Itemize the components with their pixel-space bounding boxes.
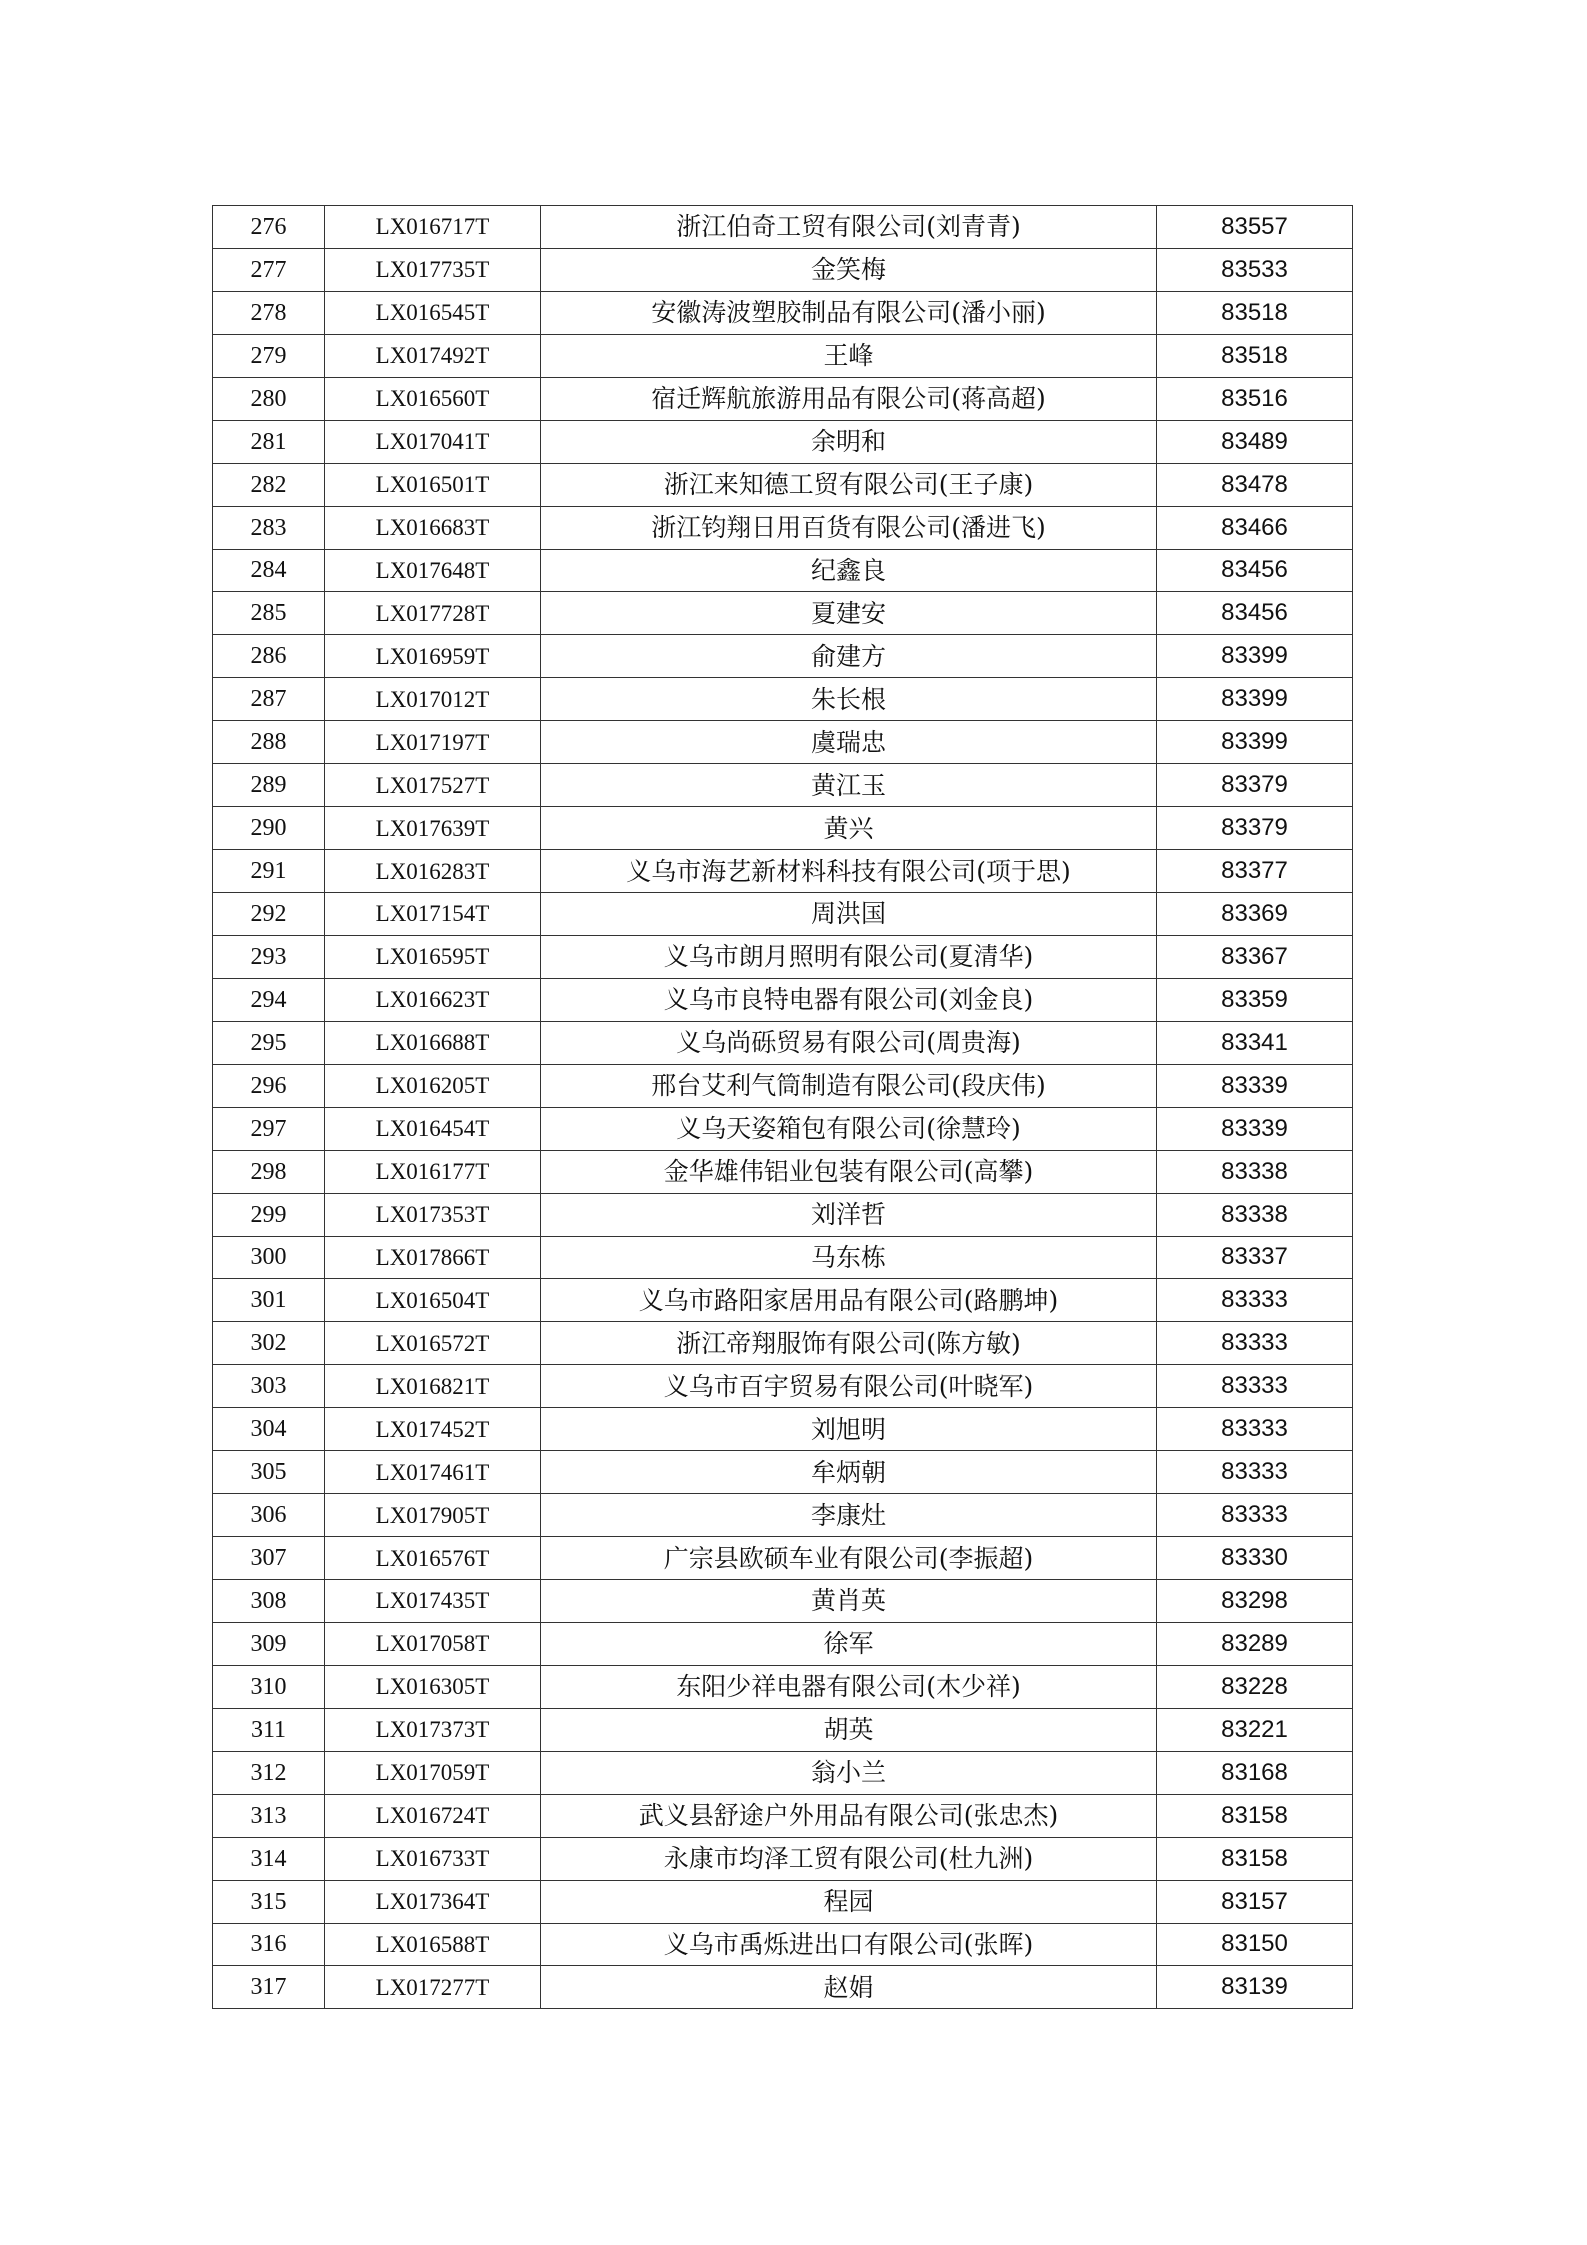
table-row: [213, 1451, 1353, 1494]
score-value: 83339: [1157, 1064, 1353, 1107]
participant-name: 义乌尚砾贸易有限公司(周贵海): [541, 1021, 1157, 1064]
row-number: 298: [213, 1150, 325, 1193]
registration-code: LX016588T: [325, 1923, 541, 1966]
participant-name: 义乌市良特电器有限公司(刘金良): [541, 978, 1157, 1021]
registration-code: LX016623T: [325, 978, 541, 1021]
registration-code: LX017461T: [325, 1451, 541, 1494]
row-number: 276: [213, 206, 325, 249]
score-value: 83456: [1157, 549, 1353, 592]
participant-name: 朱长根: [541, 678, 1157, 721]
registration-code: LX017058T: [325, 1622, 541, 1665]
table-row: [213, 1622, 1353, 1665]
score-value: 83516: [1157, 377, 1353, 420]
participant-name: 义乌市百宇贸易有限公司(叶晓军): [541, 1365, 1157, 1408]
registration-code: LX016595T: [325, 935, 541, 978]
registration-code: LX016504T: [325, 1279, 541, 1322]
participant-name: 浙江伯奇工贸有限公司(刘青青): [541, 206, 1157, 249]
score-value: 83533: [1157, 248, 1353, 291]
registration-code: LX016576T: [325, 1537, 541, 1580]
row-number: 306: [213, 1494, 325, 1537]
registration-code: LX017452T: [325, 1408, 541, 1451]
registration-code: LX017735T: [325, 248, 541, 291]
registration-code: LX016821T: [325, 1365, 541, 1408]
registration-code: LX016560T: [325, 377, 541, 420]
participant-name: 马东栋: [541, 1236, 1157, 1279]
score-value: 83150: [1157, 1923, 1353, 1966]
row-number: 309: [213, 1622, 325, 1665]
score-value: 83298: [1157, 1580, 1353, 1623]
table-row: [213, 1193, 1353, 1236]
row-number: 288: [213, 721, 325, 764]
participant-name: 浙江钧翔日用百货有限公司(潘进飞): [541, 506, 1157, 549]
row-number: 312: [213, 1751, 325, 1794]
registration-code: LX016454T: [325, 1107, 541, 1150]
score-value: 83228: [1157, 1665, 1353, 1708]
table-row: [213, 1837, 1353, 1880]
row-number: 283: [213, 506, 325, 549]
participant-name: 宿迁辉航旅游用品有限公司(蒋高超): [541, 377, 1157, 420]
table-row: [213, 463, 1353, 506]
participant-name: 刘洋哲: [541, 1193, 1157, 1236]
registration-code: LX016177T: [325, 1150, 541, 1193]
row-number: 317: [213, 1966, 325, 2009]
ranking-table: [212, 205, 1353, 2009]
participant-name: 金华雄伟铝业包装有限公司(高攀): [541, 1150, 1157, 1193]
row-number: 290: [213, 807, 325, 850]
row-number: 287: [213, 678, 325, 721]
score-value: 83221: [1157, 1708, 1353, 1751]
registration-code: LX017648T: [325, 549, 541, 592]
row-number: 315: [213, 1880, 325, 1923]
participant-name: 王峰: [541, 334, 1157, 377]
registration-code: LX017277T: [325, 1966, 541, 2009]
table-row: [213, 334, 1353, 377]
row-number: 282: [213, 463, 325, 506]
score-value: 83339: [1157, 1107, 1353, 1150]
participant-name: 武义县舒途户外用品有限公司(张忠杰): [541, 1794, 1157, 1837]
table-row: [213, 764, 1353, 807]
row-number: 281: [213, 420, 325, 463]
score-value: 83333: [1157, 1365, 1353, 1408]
score-value: 83359: [1157, 978, 1353, 1021]
registration-code: LX017197T: [325, 721, 541, 764]
row-number: 316: [213, 1923, 325, 1966]
table-row: [213, 420, 1353, 463]
table-row: [213, 721, 1353, 764]
table-row: [213, 1236, 1353, 1279]
participant-name: 义乌市禹烁进出口有限公司(张晖): [541, 1923, 1157, 1966]
table-row: [213, 592, 1353, 635]
table-body: [213, 206, 1353, 2009]
row-number: 291: [213, 850, 325, 893]
registration-code: LX016959T: [325, 635, 541, 678]
score-value: 83289: [1157, 1622, 1353, 1665]
registration-code: LX016683T: [325, 506, 541, 549]
score-value: 83139: [1157, 1966, 1353, 2009]
score-value: 83333: [1157, 1451, 1353, 1494]
table-row: [213, 206, 1353, 249]
registration-code: LX017012T: [325, 678, 541, 721]
score-value: 83478: [1157, 463, 1353, 506]
score-value: 83338: [1157, 1150, 1353, 1193]
table-row: [213, 1150, 1353, 1193]
row-number: 289: [213, 764, 325, 807]
score-value: 83518: [1157, 334, 1353, 377]
registration-code: LX017728T: [325, 592, 541, 635]
score-value: 83399: [1157, 721, 1353, 764]
registration-code: LX016305T: [325, 1665, 541, 1708]
table-row: [213, 1064, 1353, 1107]
score-value: 83333: [1157, 1494, 1353, 1537]
registration-code: LX017373T: [325, 1708, 541, 1751]
registration-code: LX017154T: [325, 893, 541, 936]
table-row: [213, 1966, 1353, 2009]
participant-name: 广宗县欧硕车业有限公司(李振超): [541, 1537, 1157, 1580]
registration-code: LX017527T: [325, 764, 541, 807]
table-row: [213, 549, 1353, 592]
participant-name: 程园: [541, 1880, 1157, 1923]
score-value: 83369: [1157, 893, 1353, 936]
participant-name: 赵娟: [541, 1966, 1157, 2009]
row-number: 313: [213, 1794, 325, 1837]
registration-code: LX017905T: [325, 1494, 541, 1537]
row-number: 303: [213, 1365, 325, 1408]
score-value: 83456: [1157, 592, 1353, 635]
table-row: [213, 978, 1353, 1021]
participant-name: 安徽涛波塑胶制品有限公司(潘小丽): [541, 291, 1157, 334]
table-row: [213, 1580, 1353, 1623]
row-number: 302: [213, 1322, 325, 1365]
registration-code: LX016545T: [325, 291, 541, 334]
registration-code: LX016205T: [325, 1064, 541, 1107]
participant-name: 李康灶: [541, 1494, 1157, 1537]
participant-name: 金笑梅: [541, 248, 1157, 291]
row-number: 296: [213, 1064, 325, 1107]
participant-name: 黄兴: [541, 807, 1157, 850]
table-row: [213, 1665, 1353, 1708]
registration-code: LX017041T: [325, 420, 541, 463]
score-value: 83379: [1157, 764, 1353, 807]
score-value: 83399: [1157, 678, 1353, 721]
row-number: 304: [213, 1408, 325, 1451]
participant-name: 夏建安: [541, 592, 1157, 635]
score-value: 83379: [1157, 807, 1353, 850]
row-number: 278: [213, 291, 325, 334]
registration-code: LX017492T: [325, 334, 541, 377]
participant-name: 俞建方: [541, 635, 1157, 678]
row-number: 297: [213, 1107, 325, 1150]
participant-name: 义乌天姿箱包有限公司(徐慧玲): [541, 1107, 1157, 1150]
table-row: [213, 1365, 1353, 1408]
table-row: [213, 1494, 1353, 1537]
participant-name: 东阳少祥电器有限公司(木少祥): [541, 1665, 1157, 1708]
score-value: 83377: [1157, 850, 1353, 893]
score-value: 83157: [1157, 1880, 1353, 1923]
score-value: 83399: [1157, 635, 1353, 678]
row-number: 295: [213, 1021, 325, 1064]
row-number: 311: [213, 1708, 325, 1751]
participant-name: 纪鑫良: [541, 549, 1157, 592]
score-value: 83466: [1157, 506, 1353, 549]
table-row: [213, 893, 1353, 936]
table-row: [213, 1107, 1353, 1150]
registration-code: LX016717T: [325, 206, 541, 249]
score-value: 83338: [1157, 1193, 1353, 1236]
row-number: 310: [213, 1665, 325, 1708]
registration-code: LX016724T: [325, 1794, 541, 1837]
score-value: 83518: [1157, 291, 1353, 334]
table-row: [213, 1923, 1353, 1966]
row-number: 277: [213, 248, 325, 291]
table-row: [213, 635, 1353, 678]
table-row: [213, 850, 1353, 893]
score-value: 83168: [1157, 1751, 1353, 1794]
registration-code: LX016501T: [325, 463, 541, 506]
table-row: [213, 1021, 1353, 1064]
row-number: 292: [213, 893, 325, 936]
row-number: 314: [213, 1837, 325, 1880]
row-number: 293: [213, 935, 325, 978]
table-row: [213, 377, 1353, 420]
row-number: 279: [213, 334, 325, 377]
row-number: 307: [213, 1537, 325, 1580]
score-value: 83337: [1157, 1236, 1353, 1279]
participant-name: 刘旭明: [541, 1408, 1157, 1451]
row-number: 301: [213, 1279, 325, 1322]
row-number: 285: [213, 592, 325, 635]
registration-code: LX016733T: [325, 1837, 541, 1880]
participant-name: 黄肖英: [541, 1580, 1157, 1623]
participant-name: 牟炳朝: [541, 1451, 1157, 1494]
participant-name: 周洪国: [541, 893, 1157, 936]
table-row: [213, 291, 1353, 334]
row-number: 286: [213, 635, 325, 678]
table-row: [213, 1322, 1353, 1365]
table-row: [213, 807, 1353, 850]
row-number: 308: [213, 1580, 325, 1623]
participant-name: 徐军: [541, 1622, 1157, 1665]
table-row: [213, 1408, 1353, 1451]
row-number: 299: [213, 1193, 325, 1236]
score-value: 83557: [1157, 206, 1353, 249]
participant-name: 浙江帝翔服饰有限公司(陈方敏): [541, 1322, 1157, 1365]
row-number: 300: [213, 1236, 325, 1279]
row-number: 280: [213, 377, 325, 420]
participant-name: 永康市均泽工贸有限公司(杜九洲): [541, 1837, 1157, 1880]
score-value: 83158: [1157, 1794, 1353, 1837]
registration-code: LX017364T: [325, 1880, 541, 1923]
score-value: 83333: [1157, 1322, 1353, 1365]
participant-name: 余明和: [541, 420, 1157, 463]
table-row: [213, 1794, 1353, 1837]
table-row: [213, 1279, 1353, 1322]
registration-code: LX016688T: [325, 1021, 541, 1064]
participant-name: 翁小兰: [541, 1751, 1157, 1794]
table-row: [213, 935, 1353, 978]
row-number: 305: [213, 1451, 325, 1494]
participant-name: 虞瑞忠: [541, 721, 1157, 764]
registration-code: LX017059T: [325, 1751, 541, 1794]
table-row: [213, 248, 1353, 291]
participant-name: 浙江来知德工贸有限公司(王子康): [541, 463, 1157, 506]
score-value: 83158: [1157, 1837, 1353, 1880]
score-value: 83341: [1157, 1021, 1353, 1064]
registration-code: LX016283T: [325, 850, 541, 893]
registration-code: LX017866T: [325, 1236, 541, 1279]
score-value: 83367: [1157, 935, 1353, 978]
registration-code: LX016572T: [325, 1322, 541, 1365]
table-row: [213, 1708, 1353, 1751]
score-value: 83333: [1157, 1279, 1353, 1322]
score-value: 83330: [1157, 1537, 1353, 1580]
participant-name: 邢台艾利气筒制造有限公司(段庆伟): [541, 1064, 1157, 1107]
table-row: [213, 1537, 1353, 1580]
table-row: [213, 1751, 1353, 1794]
score-value: 83333: [1157, 1408, 1353, 1451]
participant-name: 义乌市朗月照明有限公司(夏清华): [541, 935, 1157, 978]
registration-code: LX017435T: [325, 1580, 541, 1623]
participant-name: 义乌市海艺新材料科技有限公司(项于思): [541, 850, 1157, 893]
participant-name: 黄江玉: [541, 764, 1157, 807]
participant-name: 义乌市路阳家居用品有限公司(路鹏坤): [541, 1279, 1157, 1322]
participant-name: 胡英: [541, 1708, 1157, 1751]
row-number: 294: [213, 978, 325, 1021]
registration-code: LX017353T: [325, 1193, 541, 1236]
row-number: 284: [213, 549, 325, 592]
registration-code: LX017639T: [325, 807, 541, 850]
score-value: 83489: [1157, 420, 1353, 463]
table-row: [213, 506, 1353, 549]
table-row: [213, 1880, 1353, 1923]
table-row: [213, 678, 1353, 721]
